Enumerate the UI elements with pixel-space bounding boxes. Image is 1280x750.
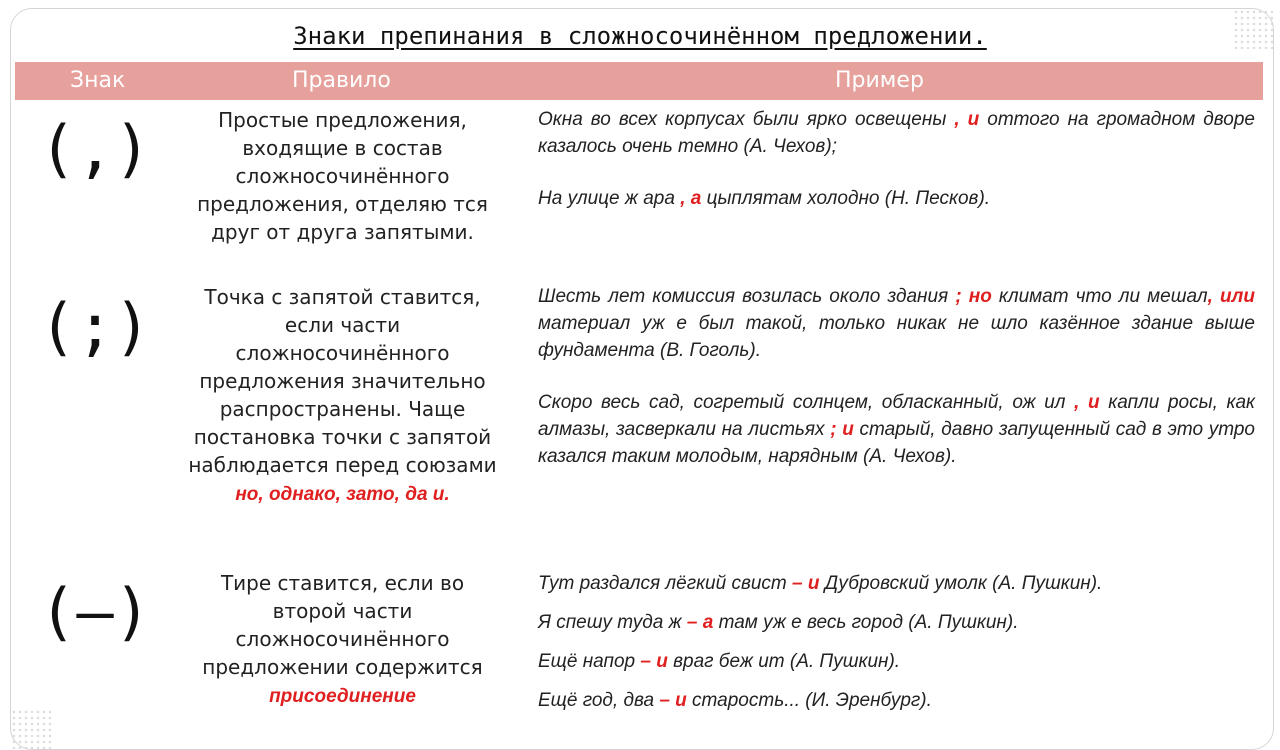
header-sign: Знак	[70, 68, 126, 93]
example-semicolon-2: Скоро весь сад, согретый солнцем, обласканный, ож ил , и капли росы, как алмазы, засверкали на листьях ; и старый, давно запущенный сад в это утро казался таким молодым, нарядным (А. Чехов).	[538, 392, 1255, 467]
example-comma-2: На улице ж ара , а цыплятам холодно (Н. Песков).	[538, 188, 991, 209]
sign-semicolon: (;)	[39, 290, 151, 363]
header-example: Пример	[835, 68, 924, 93]
decor-dots	[11, 709, 51, 749]
example-comma-1: Окна во всех корпусах были ярко освещены , и оттого на громадном дворе казалось очень темно (А. Чехов);	[538, 109, 1255, 157]
example-dash-3: Ещё напор – и враг беж ит (А. Пушкин).	[538, 651, 901, 672]
example-dash-4: Ещё год, два – и старость... (И. Эренбург).	[538, 690, 932, 711]
example-semicolon-1: Шесть лет комиссия возилась около здания ; но климат что ли мешал, или материал уж е был такой, только никак не шло казённое здание выше фундамента (В. Гоголь).	[538, 286, 1255, 361]
rule-comma: Простые предложения, входящие в состав сложносочинённого предложения, отделяю тся друг от друга запятыми.	[197, 108, 488, 244]
sign-comma: (,)	[39, 112, 151, 185]
header-rule: Правило	[292, 68, 391, 93]
table-header	[15, 62, 1263, 100]
example-dash-1: Тут раздался лёгкий свист – и Дубровский умолк (А. Пушкин).	[538, 573, 1103, 594]
rule-semicolon: Точка с запятой ставится, если части сложносочинённого предложения значительно распространены. Чаще постановка точки с запятой наблюдается перед союзами но, однако, зато, да и.	[188, 285, 497, 505]
page-title: Знаки препинания в сложносочинённом предложении.	[293, 22, 987, 50]
rule-dash: Тире ставится, если во второй части сложносочинённого предложении содержится присоединение	[202, 571, 483, 707]
example-dash-2: Я спешу туда ж – а там уж е весь город (А. Пушкин).	[538, 612, 1019, 633]
sign-dash: (–)	[39, 575, 151, 648]
